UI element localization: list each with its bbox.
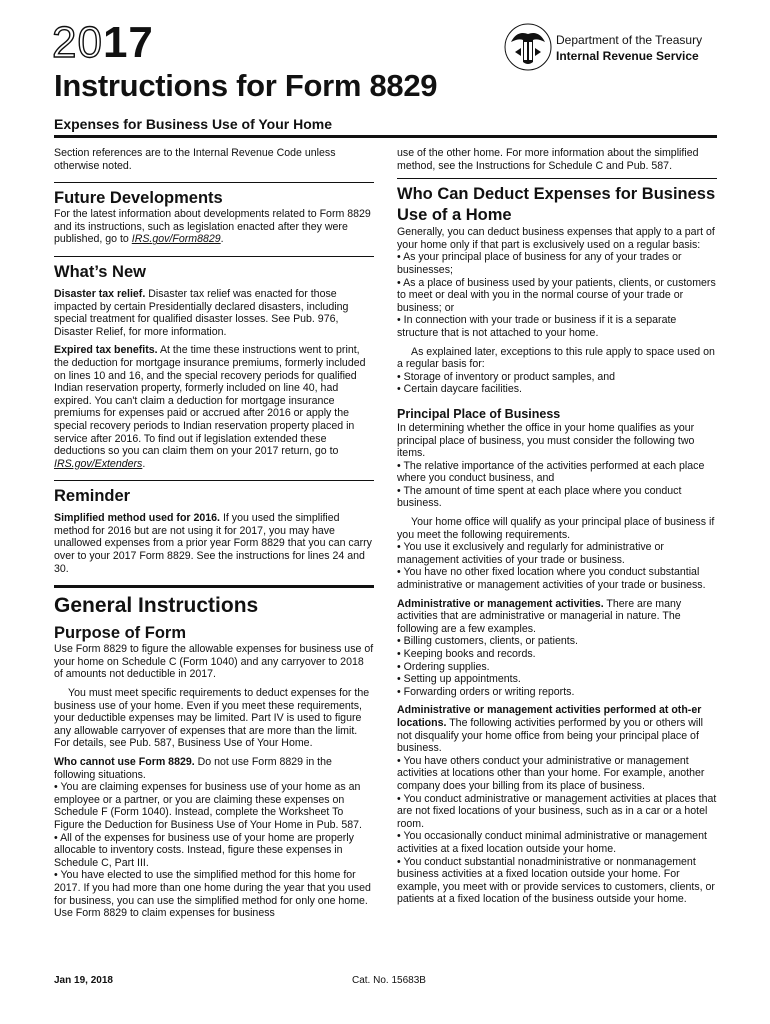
list-item: • All of the expenses for business use of your home are properly allocable to inventory costs. Instead, figure these expenses in Schedule C, Part III. — [54, 831, 354, 869]
other-locations-paragraph: Administrative or management activities performed at oth-er locations. The following activities performed by you or others will not disqualify your home office from being your principal place of business. — [397, 704, 703, 755]
general-instructions-heading: General Instructions — [54, 594, 259, 618]
agency-name: Department of the Treasury Internal Revenue Service — [556, 33, 703, 63]
principal-place-text: In determining whether the office in your home qualifies as your principal place of business, you must consider the following two items. — [397, 421, 695, 460]
page-title: Instructions for Form 8829 — [54, 68, 438, 103]
future-developments-text: For the latest information about developments related to Form 8829 and its instructions, such as legislation enacted after they were published, go to IRS.gov/Form8829. — [54, 208, 371, 246]
continued-text: use of the other home. For more information about the simplified method, see the Instructions for Schedule C and Pub. 587. — [397, 147, 699, 172]
disaster-relief-paragraph: Disaster tax relief. Disaster tax relief was enacted for those impacted by certain Presidentially declared disasters, including special treatment for qualified disaster losses. See Pub. 976, Disaster Relief, for more information. — [54, 287, 349, 338]
section-divider — [54, 182, 374, 183]
section-divider — [54, 480, 374, 481]
list-item: • You conduct administrative or management activities at places that are not fixed locations of your business, such as in a car or a hotel room. — [397, 792, 717, 830]
section-divider — [397, 178, 717, 179]
list-item: • The amount of time spent at each place where you conduct business. — [397, 484, 682, 510]
expired-benefits-paragraph: Expired tax benefits. At the time these instructions went to print, the deduction for mortgage insurance premiums, formerly included on lines 10 and 16, and the special recovery periods for qualified Indian reservation property, formerly included on line 40, had expired. You can't claim a deduction for mortgage insurance premiums for expenses paid or accrued after 2016 or apply the special recovery periods to Indian reservation property placed in service after 2016. To find out if legislation extended these deductions so you can claim them on your 2017 return, go to IRS.gov/Extenders. — [54, 344, 366, 470]
requirements-text: You must meet specific requirements to deduct expenses for the business use of your home. Even if you meet these requirements, your deductible expenses may be limited. Part IV is used to figure any allowable carryover of expenses that are more than the limit. For details, see Pub. 587, Business Use of Your Home. — [54, 687, 370, 750]
right-column — [397, 147, 717, 906]
left-column — [54, 147, 374, 920]
list-item: • You have no other fixed location where you conduct substantial administrative or management activities of your trade or business. — [397, 566, 706, 592]
list-item: • As your principal place of business for any of your trades or businesses; — [397, 251, 682, 276]
section-divider — [54, 256, 374, 257]
purpose-text: Use Form 8829 to figure the allowable expenses for business use of your home on Schedule C (Form 1040) and any carryover to 2018 of amounts not deductible in 2017. — [54, 643, 374, 681]
footer-date: Jan 19, 2018 — [54, 975, 113, 986]
who-cannot-paragraph: Who cannot use Form 8829. Do not use Form 8829 in the following situations. — [54, 756, 332, 781]
admin-activities-paragraph: Administrative or management activities. There are many activities that are administrative or managerial in nature. The following are a few examples. — [397, 597, 682, 635]
reminder-heading: Reminder — [54, 487, 131, 506]
list-item: • Ordering supplies. — [397, 660, 490, 673]
who-can-deduct-heading: Who Can Deduct Expenses for Business Use of a Home — [397, 185, 716, 225]
exceptions-text: As explained later, exceptions to this rule apply to space used on a regular basis for: — [397, 345, 715, 371]
list-item: • You are claiming expenses for business use of your home as an employee or a partner, or you are claiming these expenses on Schedule F (Form 1040). Instead, complete the Worksheet To Figure the Deduction for Business Use of Your Home in Pub. 587. — [54, 781, 362, 831]
footer-catalog-number: Cat. No. 15683B — [352, 975, 426, 986]
irs-eagle-logo-icon — [503, 22, 553, 72]
future-developments-heading: Future Developments — [54, 189, 223, 208]
list-item: • You use it exclusively and regularly for administrative or management activities of your trade or business. — [397, 541, 664, 566]
principal-place-heading: Principal Place of Business — [397, 406, 561, 421]
form-year: 2017 — [52, 18, 154, 67]
list-item: • Setting up appointments. — [397, 673, 521, 686]
list-item: • Storage of inventory or product samples, and — [397, 370, 616, 383]
list-item: • You have others conduct your administrative or management activities at locations other than your home. For example, another company does your billing from its place of business. — [397, 754, 705, 792]
list-item: • You have elected to use the simplified method for this home for 2017. If you had more than one home during the year that you used for business, you can use the simplified method for only one home. Use Form 8829 to claim expenses for business — [54, 869, 371, 920]
list-item: • The relative importance of the activities performed at each place where you conduct business, and — [397, 459, 705, 485]
page-subtitle: Expenses for Business Use of Your Home — [54, 116, 333, 132]
list-item: • Keeping books and records. — [397, 648, 536, 660]
list-item: • Certain daycare facilities. — [397, 383, 522, 396]
extenders-link[interactable]: IRS.gov/Extenders — [54, 457, 143, 470]
list-item: • Billing customers, clients, or patients. — [397, 635, 578, 648]
form8829-link[interactable]: IRS.gov/Form8829 — [131, 233, 221, 246]
list-item: • You conduct substantial nonadministrative or nonmanagement business activities at a fixed location outside your home. For example, you meet with or provide services to customers, clients, or patients at a fixed location of the business outside your home. — [397, 855, 715, 906]
list-item: • Forwarding orders or writing reports. — [397, 685, 575, 698]
list-item: • In connection with your trade or business if it is a separate structure that is not attached to your home. — [397, 314, 677, 339]
who-can-deduct-text: Generally, you can deduct business expenses that apply to a part of your home only if that part is exclusively used on a regular basis: — [397, 226, 715, 251]
list-item: • As a place of business used by your patients, clients, or customers to meet or deal with you in the normal course of your trade or business; or — [397, 276, 716, 314]
purpose-of-form-heading: Purpose of Form — [54, 624, 187, 643]
header-rule — [54, 135, 717, 138]
intro-text: Section references are to the Internal Revenue Code unless otherwise noted. — [54, 147, 336, 172]
section-divider-thick — [54, 585, 374, 588]
qualify-text: Your home office will qualify as your principal place of business if you meet the following requirements. — [397, 516, 715, 541]
list-item: • You occasionally conduct minimal administrative or management activities at a fixed location outside your home. — [397, 830, 707, 855]
whats-new-heading: What’s New — [54, 262, 146, 281]
simplified-method-paragraph: Simplified method used for 2016. If you used the simplified method for 2016 but are not using it for 2017, you may have unallowed expenses from a prior year Form 8829 that you can carry over to your 2017 Form 8829. See the instructions for lines 24 and 30. — [54, 512, 372, 575]
